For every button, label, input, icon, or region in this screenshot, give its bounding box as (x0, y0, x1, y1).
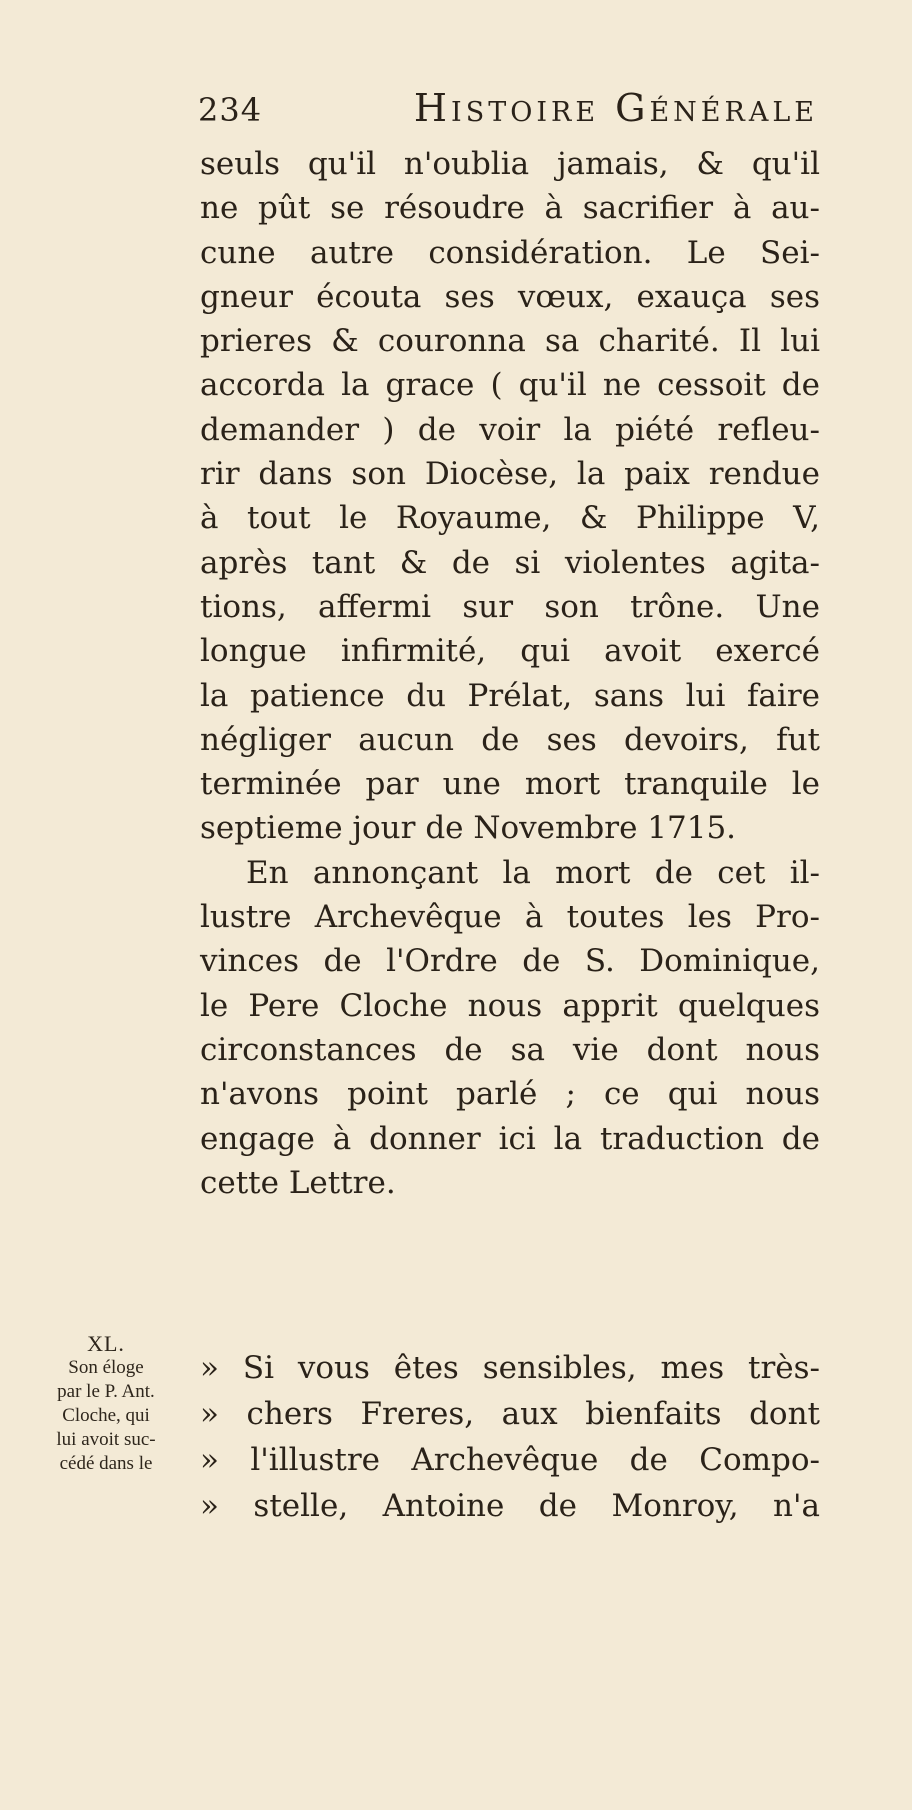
running-header (198, 86, 818, 134)
text-line: à tout le Royaume, & Philippe V, (200, 500, 820, 537)
quote-line: » l'illustre Archevêque de Compo- (200, 1442, 820, 1478)
text-line: lustre Archevêque à toutes les Pro- (200, 899, 820, 936)
text-line: rir dans son Diocèse, la paix rendue (200, 456, 820, 493)
running-title: Histoire Générale (413, 86, 818, 130)
text-line: accorda la grace ( qu'il ne cessoit de (200, 367, 820, 404)
text-line: négliger aucun de ses devoirs, fut (200, 721, 820, 758)
margin-note-line: lui avoit suc- (56, 1429, 156, 1450)
text-line: cette Lettre. (200, 1164, 396, 1201)
text-line: le Pere Cloche nous apprit quelques (200, 987, 820, 1024)
text-line: après tant & de si violentes agita- (200, 544, 820, 581)
text-line: septieme jour de Novembre 1715. (200, 810, 737, 847)
text-line: demander ) de voir la piété refleu- (200, 411, 820, 448)
section-number: XL. (87, 1331, 125, 1356)
text-line: gneur écouta ses vœux, exauça ses (200, 278, 820, 315)
margin-note-line: Cloche, qui (62, 1405, 150, 1426)
text-line: En annonçant la mort de cet il- (246, 854, 820, 891)
text-line: tions, affermi sur son trône. Une (200, 588, 820, 625)
text-line: vinces de l'Ordre de S. Dominique, (200, 943, 820, 980)
margin-note (22, 1332, 190, 1476)
page-number: 234 (198, 91, 263, 129)
quote-line: » chers Freres, aux bienfaits dont (200, 1396, 820, 1432)
text-line: cune autre considération. Le Sei- (200, 234, 820, 271)
text-line: ne pût se résoudre à sacrifier à au- (200, 190, 820, 227)
text-line: la patience du Prélat, sans lui faire (200, 677, 820, 714)
text-line: circonstances de sa vie dont nous (200, 1031, 820, 1068)
margin-note-line: par le P. Ant. (57, 1381, 155, 1402)
quote-line: » stelle, Antoine de Monroy, n'a (200, 1488, 820, 1524)
quote-line: » Si vous êtes sensibles, mes très- (200, 1350, 820, 1386)
text-line: terminée par une mort tranquile le (200, 766, 820, 803)
text-line: engage à donner ici la traduction de (200, 1120, 820, 1157)
text-line: prieres & couronna sa charité. Il lui (200, 323, 820, 360)
text-line: seuls qu'il n'oublia jamais, & qu'il (200, 146, 820, 182)
text-line: longue infirmité, qui avoit exercé (200, 633, 820, 670)
margin-note-line: Son éloge (68, 1357, 144, 1378)
quoted-letter (200, 1345, 820, 1529)
main-text (200, 142, 820, 1205)
margin-note-line: cédé dans le (59, 1453, 153, 1474)
text-line: n'avons point parlé ; ce qui nous (200, 1076, 820, 1113)
